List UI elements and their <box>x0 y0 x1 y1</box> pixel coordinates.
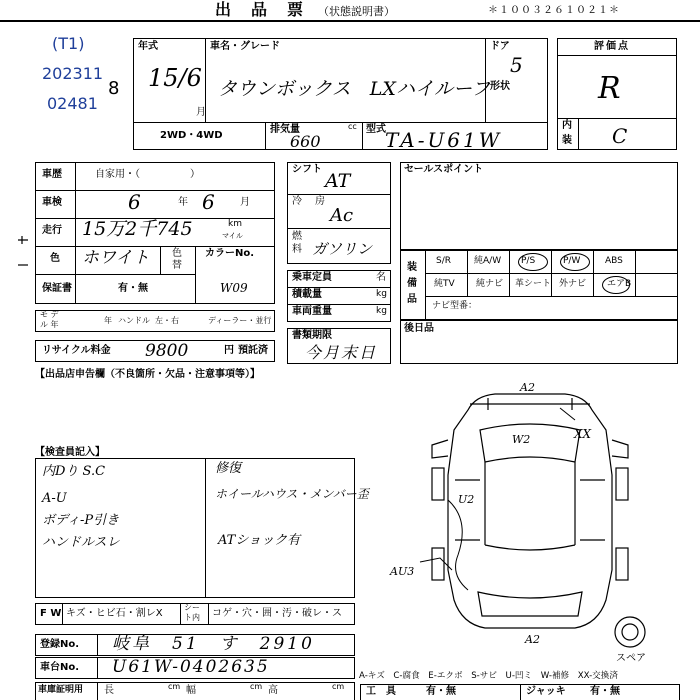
navi-label: ナビ型番： <box>432 301 478 311</box>
displacement-value: 660 <box>290 132 321 151</box>
doors-value: 5 <box>510 53 523 77</box>
registration-label: 登録No. <box>40 639 80 650</box>
wheel-front-right <box>616 468 628 500</box>
cert-cm: cm <box>332 682 345 691</box>
inspector-note-left: 内Dり S.C <box>42 464 106 479</box>
inspector-note-right: ATショック有 <box>218 533 301 548</box>
inspector-note-right: ホイールハウス・メンバー歪 <box>215 487 369 501</box>
lot-number: 02481 <box>47 94 98 113</box>
wheel-front-left <box>432 468 444 500</box>
jack-value: 有・無 <box>590 686 620 697</box>
doors-label: ドア <box>490 41 510 52</box>
damage-mark: XX <box>574 427 592 441</box>
jack-label: ジャッキ <box>526 686 566 697</box>
inspection-label: 車検 <box>42 197 62 208</box>
inspector-note-left: ハンドルスレ <box>42 535 120 550</box>
cert-cm: cm <box>168 682 181 691</box>
inspector-note-right: 修復 <box>215 461 242 476</box>
mileage-value: 15万2千745 <box>82 218 193 240</box>
weight-unit: kg <box>376 306 387 316</box>
wheel-rear-left <box>432 548 444 580</box>
displacement-unit: cc <box>348 122 357 131</box>
fuel-label-1: 燃 <box>292 231 302 242</box>
damage-mark: AU3 <box>390 565 415 578</box>
tools-label: 工 具 <box>366 686 396 697</box>
year-unit: 年 <box>178 197 188 208</box>
equipment-item: 純ナビ <box>476 279 504 289</box>
chassis-label: 車台No. <box>40 662 80 673</box>
warranty-label: 保証書 <box>42 283 72 294</box>
model-value: TA-U61W <box>385 128 503 152</box>
capacity-unit: 名 <box>376 272 386 283</box>
month-unit: 月 <box>240 197 250 208</box>
fuel-label-2: 料 <box>292 244 302 255</box>
color-no-label: カラーNo. <box>205 248 255 259</box>
year-value: 15/6 <box>148 64 202 92</box>
model-year-year: 年 <box>104 316 112 325</box>
right-mirror <box>612 440 628 458</box>
cert-width: 幅 <box>186 685 196 696</box>
equipment-label-3: 品 <box>407 294 417 305</box>
recycle-label: リサイクル料金 <box>42 345 111 356</box>
equipment-item: 外ナビ <box>559 279 587 289</box>
weight-label: 車両重量 <box>292 306 332 317</box>
shape-label: 形状 <box>490 81 510 92</box>
damage-legend: A-キズ C-腐食 E-エクボ S-サビ U-凹ミ W-補修 XX-交換済 <box>359 671 618 681</box>
mileage-label: 走行 <box>42 225 62 236</box>
recycle-deposit: 預託済 <box>238 345 268 356</box>
model-year-label-2: ル 年 <box>40 320 59 329</box>
equipment-item: ABS <box>605 256 623 266</box>
ac-label-2: 房 <box>315 196 325 207</box>
equipment-item: 純TV <box>434 279 455 289</box>
displacement-label: 排気量 <box>270 124 300 135</box>
load-unit: kg <box>376 289 387 299</box>
left-mirror <box>432 440 448 458</box>
fw-label: F W <box>40 608 62 619</box>
score-label: 評価点 <box>594 41 630 52</box>
date-code: 202311 <box>42 64 104 83</box>
model-label: 型式 <box>366 124 386 135</box>
equipment-item: P/S <box>521 256 536 266</box>
recycle-unit: 円 <box>224 345 234 356</box>
color-change-label-2: 替 <box>172 260 182 271</box>
equipment-item: エアB <box>607 279 632 289</box>
car-name-value: タウンボックス LXハイルーフ <box>218 78 491 100</box>
score-value: R <box>598 71 621 106</box>
seat-label-2: ト内 <box>184 613 200 622</box>
color-change-label-1: 色 <box>172 248 182 259</box>
post-arrival-label: 後日品 <box>404 323 434 334</box>
doc-deadline-value: 今月末日 <box>305 343 378 362</box>
damage-mark: A2 <box>520 381 535 394</box>
spare-tire <box>615 617 645 647</box>
recycle-value: 9800 <box>145 341 189 361</box>
registration-value: 岐阜 51 す 2910 <box>112 634 315 654</box>
interior-value: C <box>612 124 628 148</box>
color-no-value: W09 <box>220 281 248 295</box>
color-value: ホワイト <box>82 248 150 268</box>
auction-code: (T1) <box>52 34 85 53</box>
shift-value: AT <box>325 170 351 192</box>
damage-stroke <box>560 408 575 420</box>
tools-value: 有・無 <box>426 686 456 697</box>
equipment-item: P/W <box>563 256 581 266</box>
fuel-value: ガソリン <box>312 240 373 258</box>
lot-side-number: 8 <box>108 78 120 99</box>
capacity-label: 乗車定員 <box>292 272 332 283</box>
inspection-year: 6 <box>128 190 141 214</box>
shift-label: シフト <box>292 164 322 175</box>
barcode-number: ＊１００３２６１０２１＊ <box>488 5 620 16</box>
ac-value: Ac <box>330 205 354 226</box>
cert-label: 車庫証明用 <box>38 685 84 695</box>
handle-value: 左・右 <box>155 316 179 325</box>
seat-label-1: シー <box>184 603 200 612</box>
equipment-item: 革シート <box>515 279 552 289</box>
page-subtitle: （状態説明書） <box>318 5 395 18</box>
page-title: 出 品 票 <box>215 0 306 19</box>
dealer-label: ディーラー・並行 <box>208 316 272 325</box>
cert-height: 高 <box>268 685 278 696</box>
equipment-label-2: 備 <box>407 278 417 289</box>
interior-label-1: 内 <box>562 120 572 131</box>
inspection-month: 6 <box>202 190 215 214</box>
wheel-rear-right <box>616 548 628 580</box>
load-label: 積載量 <box>292 289 322 300</box>
fw-items: キズ・ヒビ石・割レX <box>66 608 163 619</box>
seller-notes-label: 【出品店申告欄（不良箇所・欠品・注意事項等）】 <box>35 369 260 380</box>
cert-cm: cm <box>250 682 263 691</box>
equipment-item: 純A/W <box>474 256 502 266</box>
year-label: 年式 <box>138 41 158 52</box>
history-value: 自家用・（ ） <box>95 169 200 180</box>
km-unit: km <box>228 219 242 229</box>
chassis-value: U61W-0402635 <box>112 657 270 677</box>
car-name-label: 車名・グレード <box>210 41 280 52</box>
warranty-value: 有・無 <box>118 283 148 294</box>
drive-label: 2WD・4WD <box>160 130 223 141</box>
equipment-label-1: 装 <box>407 262 417 273</box>
inspector-note-left: ボディ-P引き <box>42 513 120 528</box>
damage-stroke <box>420 558 452 570</box>
sales-points-label: セールスポイント <box>404 164 484 175</box>
doc-deadline-label: 書類期限 <box>292 330 332 341</box>
inspector-label: 【検査員記入】 <box>35 447 105 458</box>
damage-mark: A2 <box>525 633 540 646</box>
ac-label-1: 冷 <box>292 196 302 207</box>
damage-mark: W2 <box>512 433 531 446</box>
color-label: 色 <box>50 253 60 264</box>
seat-items: コゲ・穴・囲・汚・破レ・ス <box>212 608 342 619</box>
handle-label: ハンドル <box>118 316 150 325</box>
month-suffix: 月 <box>196 107 206 118</box>
mile-unit: マイル <box>222 232 243 240</box>
cert-length: 長 <box>104 685 114 696</box>
interior-label-2: 装 <box>562 135 572 146</box>
model-year-label-1: モ デ <box>40 310 59 319</box>
rear-gate <box>478 592 582 616</box>
spare-label: スペア <box>616 653 646 664</box>
rear-window <box>485 545 575 550</box>
equipment-item: S/R <box>436 256 451 266</box>
damage-mark: U2 <box>458 493 475 506</box>
damage-stroke <box>448 500 468 590</box>
margin-tick <box>18 236 28 244</box>
inspector-note-left: A-U <box>42 491 67 506</box>
history-label: 車歴 <box>42 169 62 180</box>
